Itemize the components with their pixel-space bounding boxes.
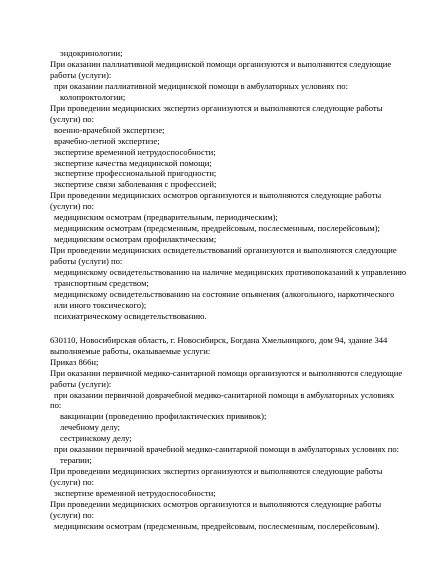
document-line: экспертизе временной нетрудоспособности; — [54, 146, 216, 157]
document-line: экспертизе профессиональной пригодности; — [54, 168, 217, 179]
document-line: при оказании паллиативной медицинской помощи в амбулаторных условиях по: — [54, 80, 348, 91]
document-line: врачебно-летной экспертизе; — [54, 135, 160, 146]
document-line: колопроктологии; — [60, 91, 126, 102]
document-line: медицинским осмотрам (предсменным, предрейсовым, послесменным, послерейсовым). — [54, 520, 380, 531]
document-line: (услуги) по: — [50, 477, 94, 488]
document-line: при оказании первичной доврачебной медико-санитарной помощи в амбулаторных условиях — [54, 389, 395, 400]
document-line: медицинскому освидетельствованию на состояние опьянения (алкогольного, наркотического — [54, 288, 395, 299]
document-line: психиатрическому освидетельствованию. — [54, 310, 207, 321]
document-line: или иного токсического); — [54, 299, 147, 310]
document-line: При проведении медицинских осмотров организуются и выполняются следующие работы — [50, 190, 382, 201]
document-line: экспертизе качества медицинской помощи; — [54, 157, 212, 168]
document-line: 630110, Новосибирская область, г. Новосибирск, Богдана Хмельницкого, дом 94, здание 344 — [50, 334, 388, 345]
document-line: медицинским осмотрам профилактическим; — [54, 234, 217, 245]
document-line: выполняемые работы, оказываемые услуги: — [50, 345, 211, 356]
document-line: при оказании первичной врачебной медико-санитарной помощи в амбулаторных условиях по: — [54, 444, 400, 455]
document-line: лечебному делу; — [60, 422, 121, 433]
document-line: При проведении медицинских экспертиз организуются и выполняются следующие работы — [50, 466, 383, 477]
document-line: При оказании паллиативной медицинской помощи организуются и выполняются следующие — [50, 58, 392, 69]
document-line: При проведении медицинских экспертиз организуются и выполняются следующие работы — [50, 102, 383, 113]
document-line: работы (услуги) по: — [50, 256, 123, 267]
document-line: экспертизе связи заболевания с профессией; — [54, 179, 217, 190]
document-line: транспортным средством; — [54, 277, 149, 288]
document-line: работы (услуги): — [50, 378, 112, 389]
document-line: экспертизе временной нетрудоспособности; — [54, 488, 216, 499]
document-line: медицинским осмотрам (предсменным, предрейсовым, послесменным, послерейсовым); — [54, 223, 380, 234]
document-line: военно-врачебной экспертизе; — [54, 124, 165, 135]
document-line: При оказании первичной медико-санитарной помощи организуются и выполняются следующие — [50, 367, 403, 378]
document-line: (услуги) по: — [50, 113, 94, 124]
document-line: медицинским осмотрам (предварительным, периодическим); — [54, 212, 278, 223]
document-line: При проведении медицинских осмотров организуются и выполняются следующие работы — [50, 499, 382, 509]
document-line: по: — [50, 400, 62, 411]
document-line: (услуги) по: — [50, 509, 94, 520]
document-line: медицинскому освидетельствованию на наличие медицинских противопоказаний к управлению — [54, 267, 407, 277]
document-line: эндокринологии; — [60, 48, 123, 58]
document-line: терапии; — [60, 455, 92, 466]
document-line: работы (услуги): — [50, 69, 112, 80]
document-line: При проведении медицинских освидетельствований организуются и выполняются следующие — [50, 245, 397, 256]
document-line: вакцинации (проведению профилактических прививок); — [60, 411, 267, 422]
document-line: Приказ 866н; — [50, 356, 99, 367]
document-line: сестринскому делу; — [60, 433, 132, 444]
document-line: (услуги) по: — [50, 201, 94, 212]
